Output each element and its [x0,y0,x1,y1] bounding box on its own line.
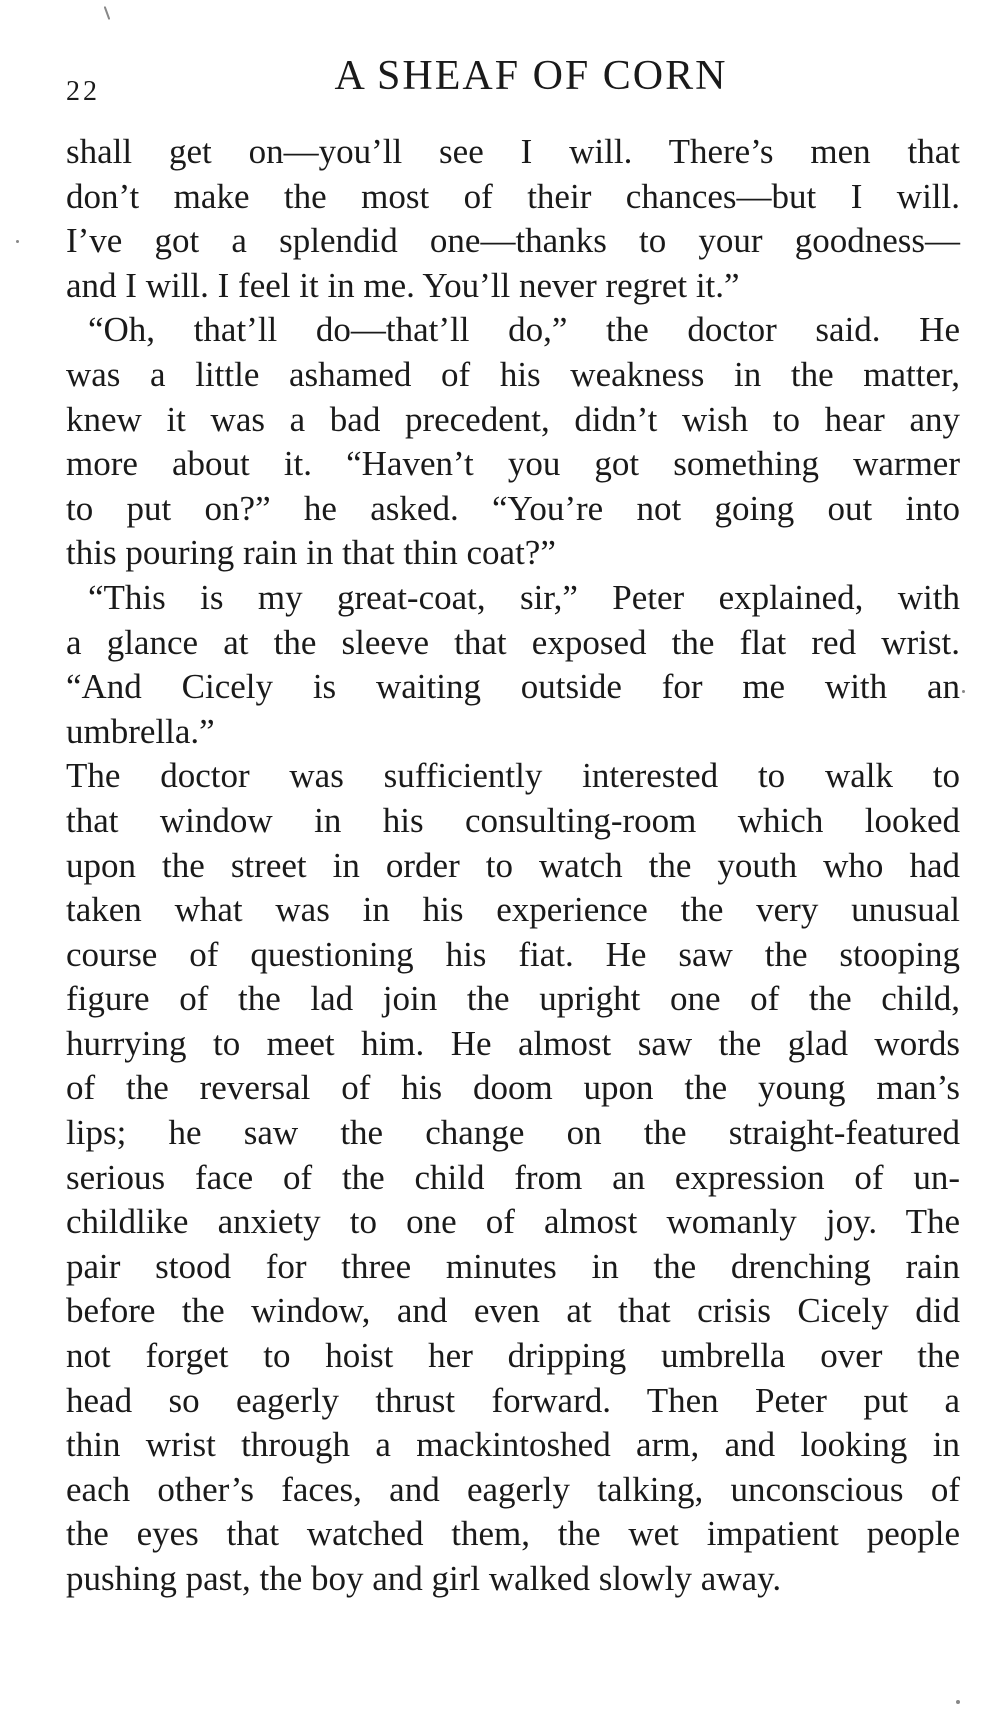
text-line: I’ve got a splendid one—thanks to your goodness— [66,221,960,261]
text-line: that window in his consulting-room which looked [66,800,960,840]
paper-speck [16,240,19,243]
text-line: pair stood for three minutes in the drenching rain [66,1246,960,1286]
text-line: of the reversal of his doom upon the young man’s [66,1068,960,1108]
text-line: the eyes that watched them, the wet impatient people [66,1514,960,1554]
paper-speck [962,690,965,693]
text-line: taken what was in his experience the very unusual [66,890,960,930]
text-line: to put on?” he asked. “You’re not going out into [66,488,960,528]
text-line: a glance at the sleeve that exposed the flat red wrist. [66,622,960,662]
text-line: “This is my great-coat, sir,” Peter explained, with [88,577,960,617]
text-line: this pouring rain in that thin coat?” [66,533,556,573]
text-line: head so eagerly thrust forward. Then Peter put a [66,1380,960,1420]
text-line: each other’s faces, and eagerly talking, unconscious of [66,1469,960,1509]
text-line: upon the street in order to watch the youth who had [66,845,960,885]
text-line: “And Cicely is waiting outside for me with an [66,667,960,707]
text-line: course of questioning his fiat. He saw the stooping [66,934,960,974]
text-line: figure of the lad join the upright one of the child, [66,979,960,1019]
text-line: was a little ashamed of his weakness in the matter, [66,354,960,394]
book-title: A SHEAF OF CORN [334,53,728,99]
body-text [66,130,960,1602]
paper-speck [104,6,111,20]
text-line: “Oh, that’ll do—that’ll do,” the doctor said. He [88,310,960,350]
page-number: 22 [66,76,100,107]
text-line: and I will. I feel it in me. You’ll never regret it.” [66,265,740,305]
text-line: before the window, and even at that crisis Cicely did [66,1291,960,1331]
text-line: don’t make the most of their chances—but I will. [66,176,960,216]
text-line: not forget to hoist her dripping umbrella over the [66,1336,960,1376]
text-line: lips; he saw the change on the straight-featured [66,1113,960,1153]
text-line: serious face of the child from an expression of un- [66,1157,960,1197]
text-line: umbrella.” [66,711,215,751]
text-line: pushing past, the boy and girl walked slowly away. [66,1559,782,1598]
text-line: hurrying to meet him. He almost saw the glad words [66,1023,960,1063]
paper-speck [956,1700,960,1704]
text-line: shall get on—you’ll see I will. There’s men that [66,132,960,171]
text-line: childlike anxiety to one of almost womanly joy. The [66,1202,960,1242]
text-line: The doctor was sufficiently interested to walk to [66,756,960,796]
text-line: knew it was a bad precedent, didn’t wish to hear any [66,399,960,439]
text-line: more about it. “Haven’t you got something warmer [66,444,960,484]
text-line: thin wrist through a mackintoshed arm, and looking in [66,1425,960,1465]
running-head [66,52,956,112]
